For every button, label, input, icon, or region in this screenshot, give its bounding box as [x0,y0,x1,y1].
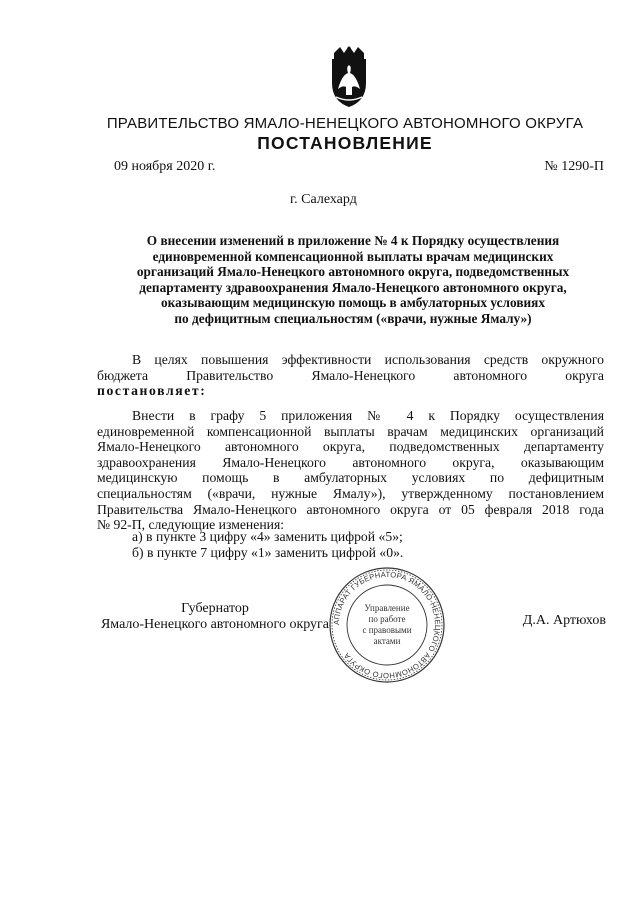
paragraph-line: Ямало-Ненецкого автономного округа, подведомственных департаменту [97,439,604,455]
document-date: 09 ноября 2020 г. [114,159,216,174]
government-name: ПРАВИТЕЛЬСТВО ЯМАЛО-НЕНЕЦКОГО АВТОНОМНОГО ОКРУГА [106,115,584,132]
preamble-paragraph [97,352,604,399]
title-line: по дефицитным специальностям («врачи, нужные Ямалу») [174,310,532,326]
document-city: г. Салехард [290,192,357,207]
title-line: единовременной компенсационной выплаты врачам медицинских [152,248,554,264]
seal-center-line: по работе [368,614,406,624]
seal-center-line: с правовыми [362,625,412,635]
list-item: б) в пункте 7 цифру «1» заменить цифрой «0». [132,544,404,560]
signatory-name: Д.А. Артюхов [522,613,606,628]
changes-list [132,529,403,560]
coat-of-arms-emblem [322,45,376,109]
title-line: организаций Ямало-Ненецкого автономного округа, подведомственных [136,264,570,280]
title-line: департаменту здравоохранения Ямало-Ненецкого автономного округа, [139,279,567,295]
paragraph-line: единовременной компенсационной выплаты врачам медицинских организаций [97,423,604,439]
paragraph-line: медицинскую помощь в амбулаторных условиях по дефицитным [97,470,604,486]
paragraph-line: бюджета Правительство Ямало-Ненецкого автономного округа [97,367,604,383]
seal-center-line: Управление [364,603,410,613]
resolves-word: постановляет: [97,383,207,399]
document-type: ПОСТАНОВЛЕНИЕ [257,133,433,153]
document-title [98,233,608,327]
paragraph-line: Правительства Ямало-Ненецкого автономного округа от 05 февраля 2018 года [97,501,604,517]
seal-center-line: актами [373,636,401,646]
paragraph-line: специальностям («врачи, нужные Ямалу»), утвержденному постановлением [97,485,604,501]
signatory-position [90,601,340,633]
title-line: О внесении изменений в приложение № 4 к Порядку осуществления [146,233,560,248]
position-line: Губернатор [181,601,249,616]
paragraph-line: здравоохранения Ямало-Ненецкого автономного округа, оказывающим [97,454,604,470]
title-line: оказывающим медицинскую помощь в амбулаторных условиях [160,295,546,311]
list-item: а) в пункте 3 цифру «4» заменить цифрой «5»; [132,529,403,544]
paragraph-line: В целях повышения эффективности использования средств окружного [132,352,604,367]
position-line: Ямало-Ненецкого автономного округа [100,617,330,632]
paragraph-line: Внести в графу 5 приложения № 4 к Порядку осуществления [132,408,604,423]
body-paragraph [97,408,604,533]
document-number: № 1290-П [544,159,604,174]
paragraph-line: № 92-П, следующие изменения: [97,517,285,533]
official-seal-stamp [328,566,446,684]
seal-ring-text: АППАРАТ ГУБЕРНАТОРА ЯМАЛО-НЕНЕЦКОГО АВТОНОМНОГО ОКРУГА [331,569,443,681]
